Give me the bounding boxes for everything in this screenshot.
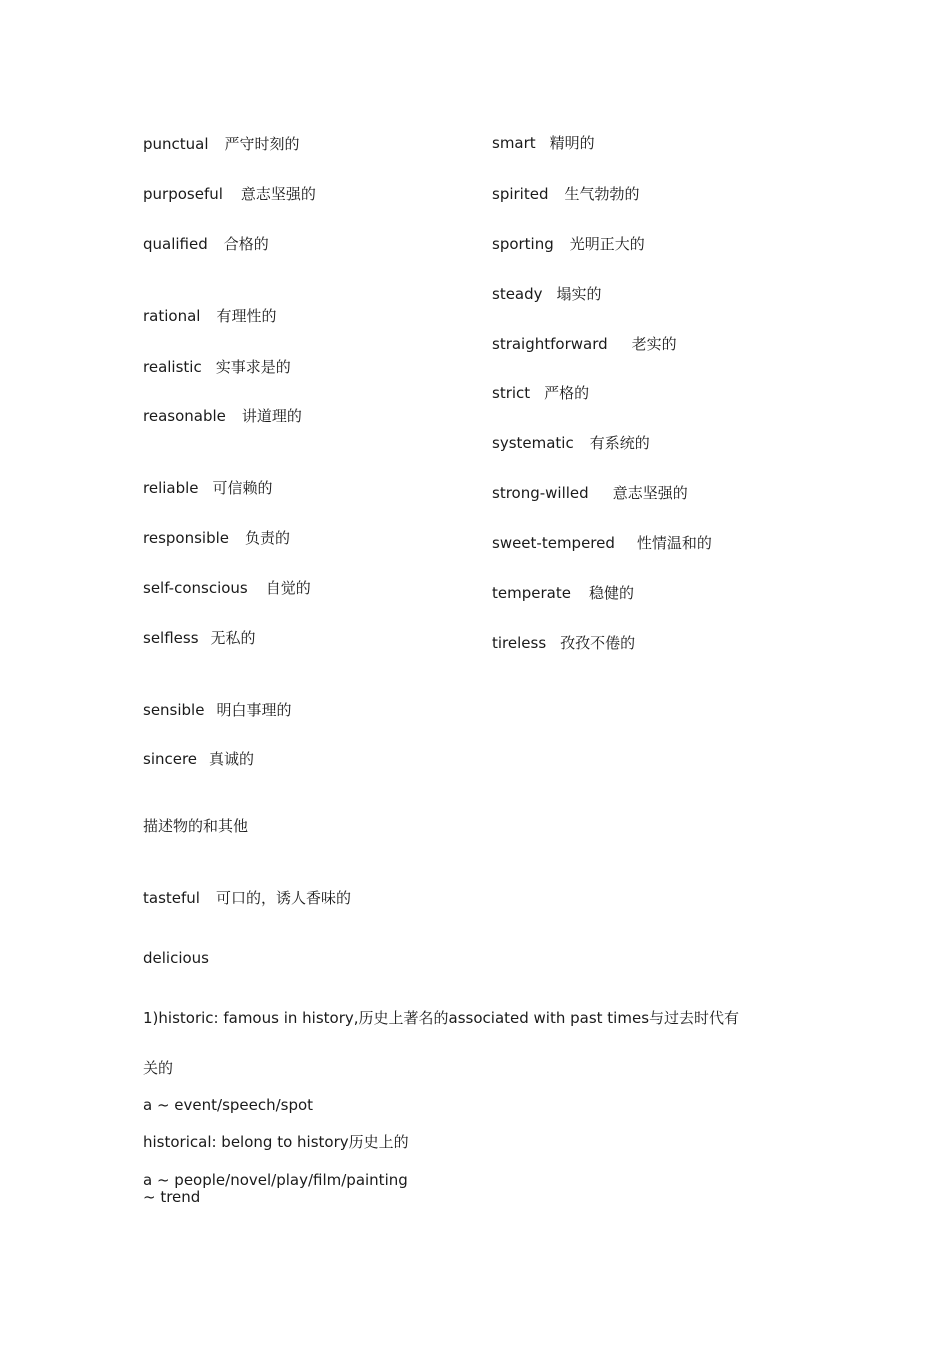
historical-example: a ~ people/novel/play/film/painting bbox=[143, 1171, 408, 1189]
vocab-entry bbox=[143, 750, 254, 768]
english-word: steady bbox=[492, 285, 543, 303]
vocab-entry bbox=[492, 285, 602, 303]
english-word: self-conscious bbox=[143, 579, 248, 597]
vocab-entry bbox=[143, 579, 311, 597]
vocab-entry bbox=[143, 358, 291, 376]
english-word: sweet-tempered bbox=[492, 534, 615, 552]
english-word: systematic bbox=[492, 434, 574, 452]
english-word: responsible bbox=[143, 529, 229, 547]
english-word: rational bbox=[143, 307, 201, 325]
chinese-meaning: 老实的 bbox=[631, 335, 677, 353]
english-word: spirited bbox=[492, 185, 549, 203]
chinese-meaning: 严格的 bbox=[544, 384, 590, 402]
english-word: reasonable bbox=[143, 407, 226, 425]
chinese-meaning: 意志坚强的 bbox=[612, 484, 688, 502]
english-word: reliable bbox=[143, 479, 199, 497]
vocab-entry bbox=[143, 701, 291, 719]
english-word: smart bbox=[492, 134, 536, 152]
chinese-meaning: 孜孜不倦的 bbox=[560, 634, 636, 652]
english-word: sensible bbox=[143, 701, 205, 719]
english-word: purposeful bbox=[143, 185, 223, 203]
chinese-meaning: 明白事理的 bbox=[216, 701, 292, 719]
historic-def-zh: 历史上著名的 bbox=[358, 1009, 449, 1027]
chinese-meaning: 光明正大的 bbox=[569, 235, 645, 253]
chinese-meaning: 塌实的 bbox=[556, 285, 602, 303]
vocab-entry bbox=[143, 307, 276, 325]
historic-definition-cont: 关的 bbox=[143, 1059, 174, 1077]
vocab-entry bbox=[492, 534, 712, 552]
vocab-entry bbox=[143, 479, 273, 497]
english-word: straightforward bbox=[492, 335, 608, 353]
vocab-entry bbox=[492, 185, 640, 203]
chinese-meaning: 讲道理的 bbox=[241, 407, 302, 425]
english-word: temperate bbox=[492, 584, 571, 602]
chinese-meaning: 性情温和的 bbox=[636, 534, 712, 552]
vocab-entry bbox=[143, 235, 269, 253]
historic-definition bbox=[143, 1009, 739, 1027]
historic-def-zh-2: 与过去时代有 bbox=[649, 1009, 740, 1027]
vocab-entry bbox=[143, 529, 290, 547]
chinese-meaning: 严守时刻的 bbox=[224, 135, 300, 153]
chinese-meaning: 合格的 bbox=[223, 235, 269, 253]
english-word: tasteful bbox=[143, 889, 200, 907]
vocab-entry bbox=[492, 634, 635, 652]
chinese-meaning: 可信赖的 bbox=[212, 479, 273, 497]
english-word: realistic bbox=[143, 358, 202, 376]
chinese-meaning: 负责的 bbox=[245, 529, 291, 547]
english-word: selfless bbox=[143, 629, 199, 647]
section-heading: 描述物的和其他 bbox=[143, 817, 249, 835]
vocab-entry bbox=[492, 584, 634, 602]
chinese-meaning: 可口的，诱人香味的 bbox=[215, 889, 351, 907]
historical-def-en: historical: belong to history bbox=[143, 1133, 349, 1151]
chinese-meaning: 生气勃勃的 bbox=[564, 185, 640, 203]
vocab-entry bbox=[143, 629, 256, 647]
vocab-entry bbox=[143, 889, 351, 907]
chinese-meaning: 自觉的 bbox=[265, 579, 311, 597]
vocab-entry bbox=[492, 335, 677, 353]
vocab-entry bbox=[492, 484, 688, 502]
vocab-word: delicious bbox=[143, 949, 209, 967]
english-word: tireless bbox=[492, 634, 547, 652]
chinese-meaning: 无私的 bbox=[210, 629, 256, 647]
historic-def-en-2: associated with past times bbox=[448, 1009, 650, 1027]
vocab-entry bbox=[143, 407, 302, 425]
chinese-meaning: 真诚的 bbox=[209, 750, 255, 768]
english-word: strong-willed bbox=[492, 484, 589, 502]
english-word: strict bbox=[492, 384, 531, 402]
vocab-entry bbox=[492, 384, 589, 402]
historical-def-zh: 历史上的 bbox=[348, 1133, 409, 1151]
chinese-meaning: 实事求是的 bbox=[215, 358, 291, 376]
chinese-meaning: 有理性的 bbox=[216, 307, 277, 325]
vocab-entry bbox=[492, 134, 595, 152]
chinese-meaning: 有系统的 bbox=[589, 434, 650, 452]
chinese-meaning: 意志坚强的 bbox=[240, 185, 316, 203]
english-word: punctual bbox=[143, 135, 209, 153]
english-word: qualified bbox=[143, 235, 208, 253]
english-word: sporting bbox=[492, 235, 554, 253]
historic-example: a ~ event/speech/spot bbox=[143, 1096, 314, 1114]
historic-def-en: 1)historic: famous in history, bbox=[143, 1009, 359, 1027]
historical-definition bbox=[143, 1133, 409, 1151]
vocab-entry bbox=[492, 235, 645, 253]
vocab-entry bbox=[143, 185, 316, 203]
historical-example: ~ trend bbox=[143, 1188, 201, 1206]
vocab-entry bbox=[492, 434, 650, 452]
vocab-entry bbox=[143, 135, 300, 153]
chinese-meaning: 稳健的 bbox=[588, 584, 634, 602]
chinese-meaning: 精明的 bbox=[549, 134, 595, 152]
english-word: sincere bbox=[143, 750, 198, 768]
